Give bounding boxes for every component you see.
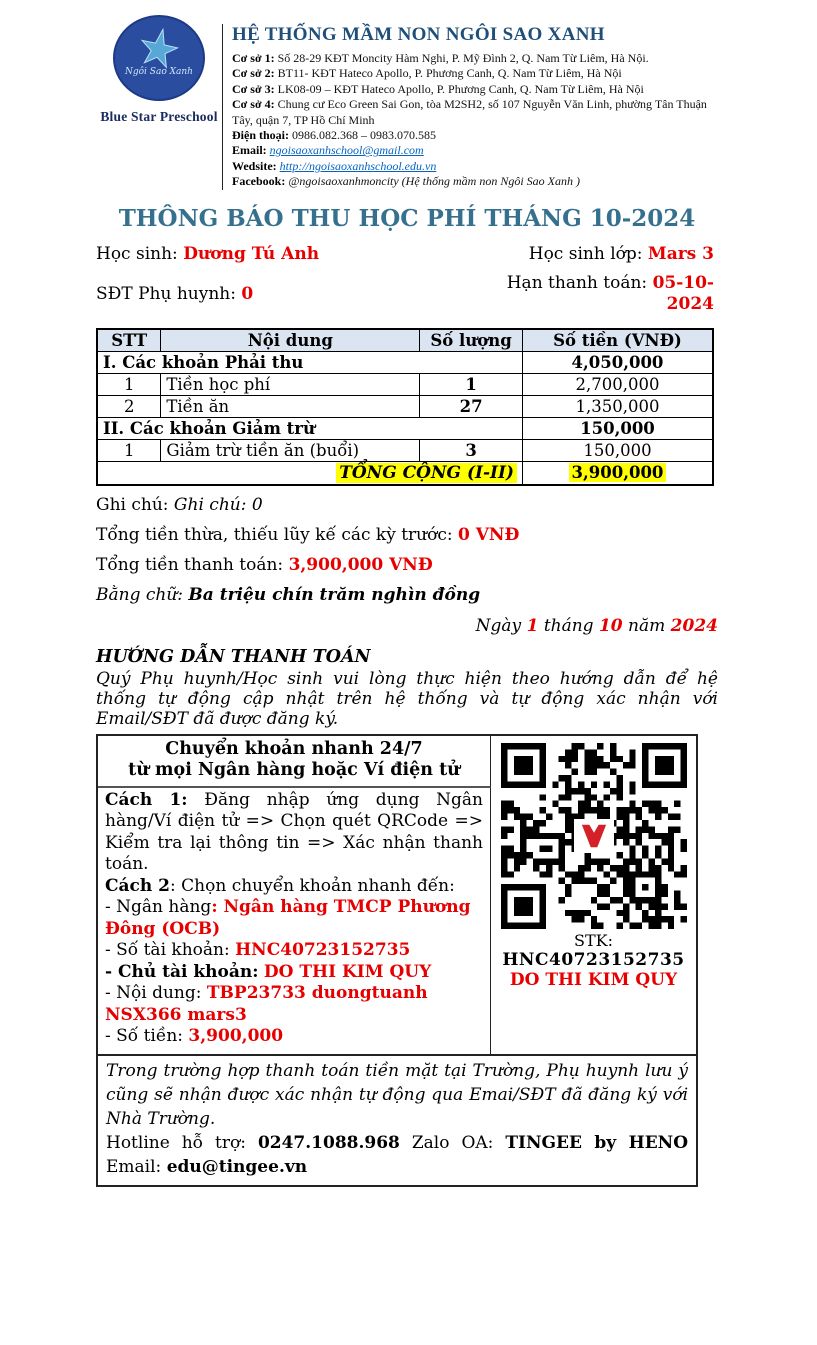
payment-guide-heading: HƯỚNG DẪN THANH TOÁN xyxy=(96,646,371,667)
amount-line: - Số tiền: 3,900,000 xyxy=(105,1026,284,1047)
table-row-section-2: II. Các khoản Giảm trừ 150,000 xyxy=(97,417,713,439)
blue-star-logo-icon xyxy=(113,14,205,102)
svg-text:Ngôi Sao Xanh: Ngôi Sao Xanh xyxy=(125,67,193,77)
logo-caption: Blue Star Preschool xyxy=(100,109,218,124)
holder-line: - Chủ tài khoản: DO THI KIM QUY xyxy=(105,961,432,982)
cash-note: Trong trường hợp thanh toán tiền mặt tại Trường, Phụ huynh lưu ý cũng sẽ nhận được xác nhận tự động qua Emai/SĐT đã đăng ký với Nhà Trường. xyxy=(106,1060,688,1129)
website-link[interactable]: http://ngoisaoxanhschool.edu.vn xyxy=(279,158,437,173)
parent-phone: SĐT Phụ huynh: 0 xyxy=(96,283,254,304)
vietqr-logo-icon xyxy=(574,819,614,853)
payment-guide-intro: Quý Phụ huynh/Học sinh vui lòng thực hiện theo hướng dẫn để hệ thống tự động cập nhật trên hệ thống và tự động xác nhận với Email/SĐT đã được đăng ký. xyxy=(96,668,718,729)
account-line: - Số tài khoản: HNC40723152735 xyxy=(105,940,411,961)
amount-in-words-line: Bằng chữ: Ba triệu chín trăm nghìn đồng xyxy=(96,584,481,605)
phone-line: Điện thoại: 0986.082.368 – 0983.070.585 xyxy=(232,128,436,143)
payment-box xyxy=(96,734,698,1187)
cash-note-section xyxy=(98,1054,696,1185)
company-name: HỆ THỐNG MẦM NON NGÔI SAO XANH xyxy=(232,24,605,45)
letterhead xyxy=(96,12,718,190)
table-row-section-1: I. Các khoản Phải thu 4,050,000 xyxy=(97,351,713,373)
address-line-2: Cơ sở 2: BT11- KĐT Hateco Apollo, P. Phương Canh, Q. Nam Từ Liêm, Hà Nội xyxy=(232,66,622,81)
table-row: 2 Tiền ăn 27 1,350,000 xyxy=(97,395,713,417)
address-line-4: Cơ sở 4: Chung cư Eco Green Sai Gon, tòa M2SH2, số 107 Nguyễn Văn Linh, phường Tân Thuận Tây, quận 7, TP Hồ Chí Minh xyxy=(232,97,707,127)
letterhead-info xyxy=(222,24,718,190)
student-name: Học sinh: Dương Tú Anh xyxy=(96,243,320,264)
stk-label: STK: xyxy=(574,930,613,950)
stk-holder: DO THI KIM QUY xyxy=(509,969,678,990)
website-line: Wedsite: http://ngoisaoxanhschool.edu.vn xyxy=(232,158,437,173)
issue-date: Ngày 1 tháng 10 năm 2024 xyxy=(475,615,718,636)
page-title: THÔNG BÁO THU HỌC PHÍ THÁNG 10-2024 xyxy=(118,204,696,232)
qr-section xyxy=(491,736,696,1054)
email-link[interactable]: ngoisaoxanhschool@gmail.com xyxy=(269,143,424,158)
school-logo xyxy=(96,12,222,190)
table-row: 1 Tiền học phí 1 2,700,000 xyxy=(97,373,713,395)
method-1: Cách 1: Đăng nhập ứng dụng Ngân hàng/Ví điện tử => Chọn quét QRCode => Kiểm tra lại thông tin => Xác nhận thanh toán. xyxy=(105,789,484,875)
carry-over-line: Tổng tiền thừa, thiếu lũy kế các kỳ trước: 0 VNĐ xyxy=(96,524,520,545)
bank-line: - Ngân hàng: Ngân hàng TMCP Phương Đông (OCB) xyxy=(105,897,471,939)
table-row-total: TỔNG CỘNG (I-II) 3,900,000 xyxy=(97,461,713,485)
stk-account: HNC40723152735 xyxy=(502,949,685,970)
note-line: Ghi chú: Ghi chú: 0 xyxy=(96,494,263,515)
fee-table-header: STT Nội dung Số lượng Số tiền (VNĐ) xyxy=(97,329,713,352)
transfer-header: Chuyển khoản nhanh 24/7 từ mọi Ngân hàng hoặc Ví điện tử xyxy=(98,736,491,788)
payment-due: Hạn thanh toán: 05-10-2024 xyxy=(506,272,714,314)
email-line: Email: ngoisaoxanhschool@gmail.com xyxy=(232,143,424,158)
facebook-line: Facebook: @ngoisaoxanhmoncity (Hệ thống mầm non Ngôi Sao Xanh ) xyxy=(232,174,581,189)
student-info xyxy=(96,244,714,315)
method-2: Cách 2: Chọn chuyển khoản nhanh đến: xyxy=(105,875,455,896)
transfer-methods xyxy=(98,788,491,1054)
student-class: Học sinh lớp: Mars 3 xyxy=(528,243,714,264)
address-line-3: Cơ sở 3: LK08-09 – KĐT Hateco Apollo, P. Phương Canh, Q. Nam Từ Liêm, Hà Nội xyxy=(232,81,644,96)
address-line-1: Cơ sở 1: Số 28-29 KĐT Moncity Hàm Nghi, P. Mỹ Đình 2, Q. Nam Từ Liêm, Hà Nội. xyxy=(232,51,649,65)
summary-notes xyxy=(96,495,718,606)
table-row: 1 Giảm trừ tiền ăn (buổi) 3 150,000 xyxy=(97,439,713,461)
fee-table xyxy=(96,328,714,486)
total-payment-line: Tổng tiền thanh toán: 3,900,000 VNĐ xyxy=(96,554,433,575)
hotline-line: Hotline hỗ trợ: 0247.1088.968 Zalo OA: TINGEE by HENO Email: edu@tingee.vn xyxy=(106,1132,689,1177)
content-line: - Nội dung: TBP23733 duongtuanh NSX366 mars3 xyxy=(105,983,428,1025)
